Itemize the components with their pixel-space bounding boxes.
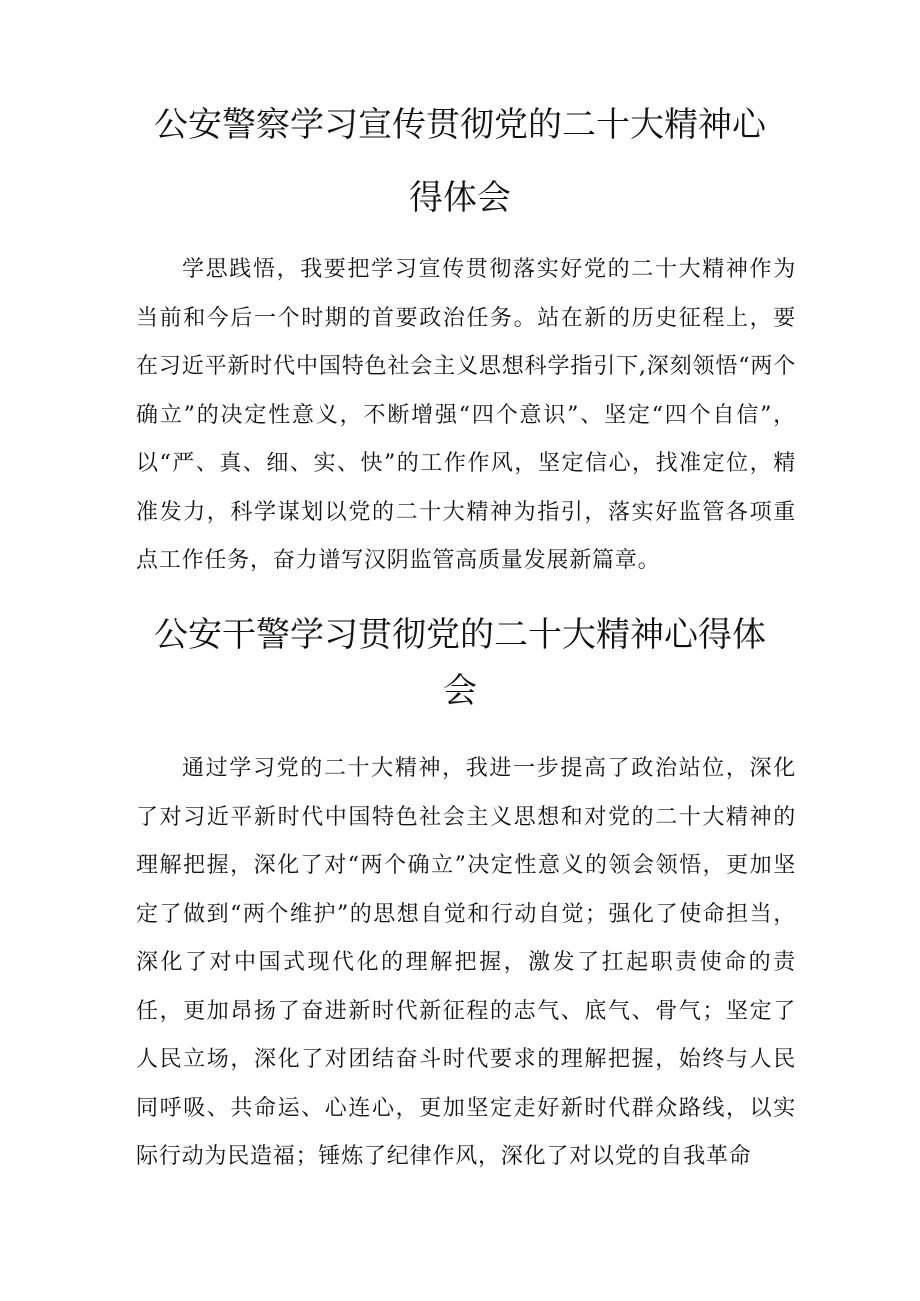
article2-title-line1: 公安干警学习贯彻党的二十大精神心得体: [154, 615, 766, 655]
article2-title-line2: 会: [443, 671, 477, 711]
article2-paragraph: 通过学习党的二十大精神，我进一步提高了政治站位，深化了对习近平新时代中国特色社会主义思想和对党的二十大精神的理解把握，深化了对“两个确立”决定性意义的领会领悟，更加坚定了做到“两个维护”的思想自觉和行动自觉；强化了使命担当，深化了对中国式现代化的理解把握，激发了扛起职责使命的责任，更加昂扬了奋进新时代新征程的志气、底气、骨气；坚定了人民立场，深化了对团结奋斗时代要求的理解把握，始终与人民同呼吸、共命运、心连心，更加坚定走好新时代群众路线，以实际行动为民造福；锤炼了纪律作风，深化了对以党的自我革命: [136, 756, 796, 1169]
article1-title-line1: 公安警察学习宣传贯彻党的二十大精神心: [154, 105, 766, 145]
article1-title-line2: 得体会: [409, 178, 511, 218]
article1-paragraph: 学思践悟，我要把学习宣传贯彻落实好党的二十大精神作为当前和今后一个时期的首要政治任务。站在新的历史征程上，要在习近平新时代中国特色社会主义思想科学指引下,深刻领悟“两个确立”的决定性意义，不断增强“四个意识”、坚定“四个自信”，以“严、真、细、实、快”的工作作风，坚定信心，找准定位，精准发力，科学谋划以党的二十大精神为指引，落实好监管各项重点工作任务，奋力谱写汉阴监管高质量发展新篇章。: [136, 257, 796, 573]
